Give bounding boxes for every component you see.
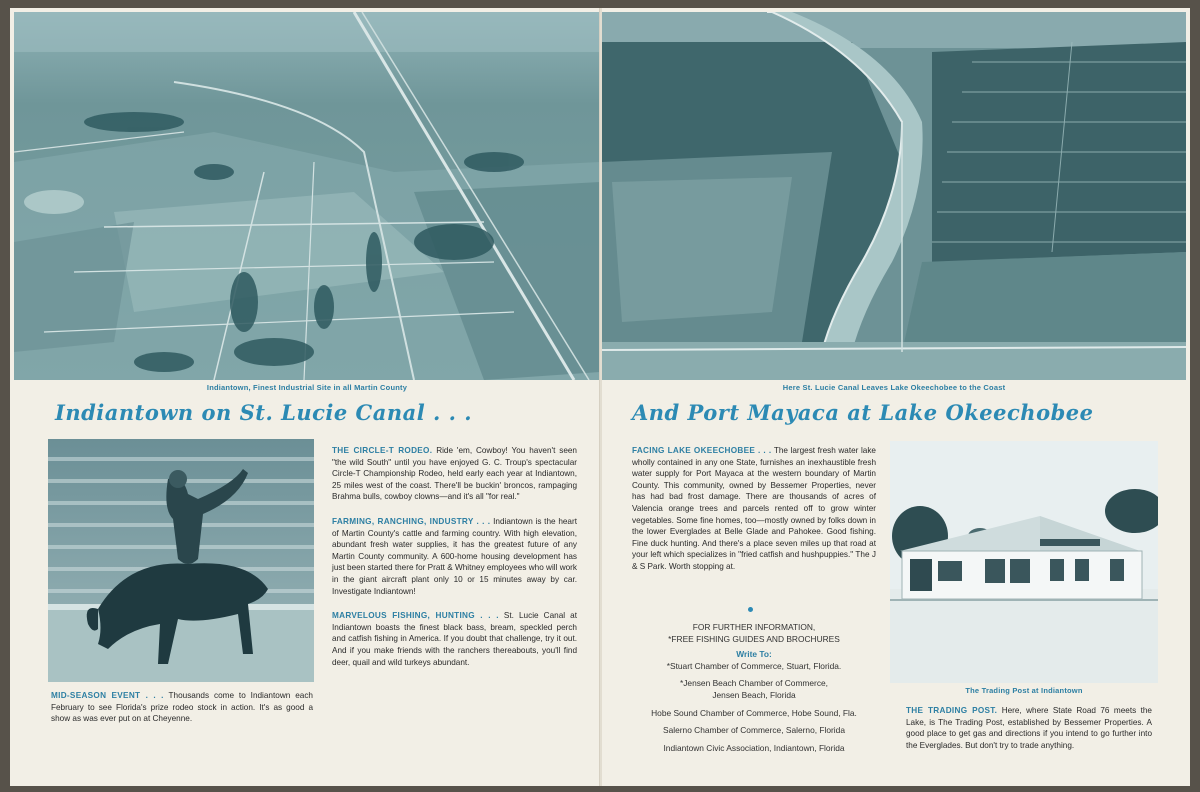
trading-post-caption: The Trading Post at Indiantown: [965, 686, 1083, 695]
rodeo-caption-lead: MID-SEASON EVENT . . .: [51, 691, 164, 700]
paragraph-lead: FACING LAKE OKEECHOBEE . . .: [632, 446, 772, 455]
rodeo-caption: [51, 690, 313, 738]
paragraph-lead: THE CIRCLE-T RODEO.: [332, 446, 433, 455]
paragraph-text: Ride 'em, Cowboy! You haven't seen "the wild South" until you have enjoyed G. C. Troup's spectacular Circle-T Championship Rodeo, held early each year at Indiantown, 25 miles west of the coast. There'll be buckin' broncos, rampaging Brahma bulls, cowboy clowns—and it's all "for real.": [332, 446, 577, 502]
indiantown-aerial-photo: [14, 12, 600, 380]
paragraph-facing-lake: [632, 445, 876, 573]
left-text-column: [332, 445, 577, 681]
contact-indiantown: Indiantown Civic Association, Indiantown, Florida: [663, 742, 845, 753]
contact-jensen-city: Jensen Beach, Florida: [712, 689, 796, 700]
paragraph-lead: MARVELOUS FISHING, HUNTING . . .: [332, 611, 499, 621]
write-to-label: Write To:: [736, 649, 772, 660]
rodeo-caption-text: Thousands come to Indiantown each February to see Florida's prize rodeo stock in action. It's as good a show as was ever put on at Cheyenne.: [51, 691, 313, 724]
paragraph-farming: [332, 516, 577, 597]
bullet-dot: [748, 607, 753, 612]
trading-post-photo: [890, 441, 1158, 683]
paragraph-text: The largest fresh water lake wholly contained in any one State, furnishes an inexhaustible fresh water supply for Port Mayaca at the western boundary of Martin County. This community, owned by Bessemer Properties, never has had bad frost damage. There are thousands of acres of Valencia orange trees and parcels rented off to grow winter vegetables. Some fine homes, too—mostly owned by folks down in the lower Everglades at Belle Glade and Pahokee. Good fishing. Fine duck hunting. And there's a place seven miles up that road at your left which specializes in "fried catfish and hushpuppies." The J & S Park. Worth stopping at.: [632, 446, 876, 571]
further-info-block: [622, 622, 886, 754]
info-subtitle: *FREE FISHING GUIDES AND BROCHURES: [668, 633, 840, 644]
paragraph-rodeo: [332, 445, 577, 503]
contact-jensen: *Jensen Beach Chamber of Commerce,: [679, 678, 829, 689]
paragraph-lead: THE TRADING POST.: [906, 706, 998, 715]
contact-hobe-sound: Hobe Sound Chamber of Commerce, Hobe Sound, Fla.: [651, 707, 857, 718]
trading-post-text: [906, 705, 1152, 764]
paragraph-lead: FARMING, RANCHING, INDUSTRY . . .: [332, 516, 491, 526]
right-text-column: [632, 445, 876, 586]
contact-salerno: Salerno Chamber of Commerce, Salerno, Florida: [662, 725, 845, 736]
paragraph-text: Indiantown is the heart of Martin County's cattle and farming country. With high elevation, abundant fresh water supplies, it has the greatest future of any Martin County community. A 600-home housing development has just been started there for Pratt & Whitney employees who will work in the giant aircraft plant only 10 or 15 minutes away by car. Investigate Indiantown!: [332, 516, 577, 596]
right-page: [602, 8, 1190, 786]
aerial-caption-right: Here St. Lucie Canal Leaves Lake Okeechobee to the Coast: [782, 383, 1006, 392]
right-heading: And Port Mayaca at Lake Okeechobee: [632, 400, 1094, 425]
left-page: [10, 8, 600, 786]
contact-stuart: *Stuart Chamber of Commerce, Stuart, Florida.: [666, 660, 842, 671]
paragraph-fishing: [332, 610, 577, 668]
info-title: FOR FURTHER INFORMATION,: [692, 622, 816, 632]
aerial-caption-left: Indiantown, Finest Industrial Site in all Martin County: [206, 383, 408, 392]
rodeo-photo: [48, 439, 314, 682]
left-heading: Indiantown on St. Lucie Canal . . .: [55, 400, 473, 425]
canal-aerial-photo: [602, 12, 1186, 380]
paragraph-text: Here, where State Road 76 meets the Lake, is The Trading Post, established by Bessemer Properties. A good place to get gas and directions if you intend to go further into the Everglades. But don't try to trade anything.: [906, 706, 1152, 750]
paragraph-text: St. Lucie Canal at Indiantown boasts the finest black bass, bream, speckled perch and catfish fishing in America. If you doubt that challenge, try it out. And if you make friends with the ranchers thereabouts, you'll find deer, quail and wild turkeys abundant.: [332, 611, 577, 667]
